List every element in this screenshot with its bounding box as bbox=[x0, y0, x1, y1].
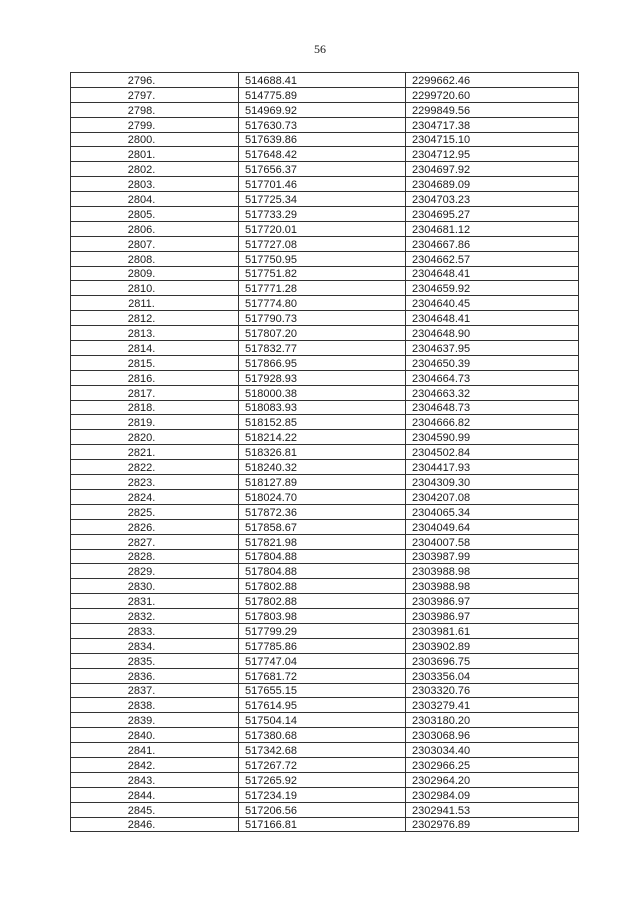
y-coordinate-cell: 2299662.46 bbox=[406, 73, 579, 88]
table-row bbox=[71, 430, 579, 445]
x-coordinate-cell: 517802.88 bbox=[239, 594, 406, 609]
x-coordinate-cell: 517725.34 bbox=[239, 192, 406, 207]
point-number-cell: 2838. bbox=[71, 698, 239, 713]
y-coordinate-cell: 2303986.97 bbox=[406, 609, 579, 624]
x-coordinate-cell: 517858.67 bbox=[239, 519, 406, 534]
x-coordinate-cell: 517681.72 bbox=[239, 668, 406, 683]
table-row bbox=[71, 579, 579, 594]
x-coordinate-cell: 517807.20 bbox=[239, 326, 406, 341]
point-number-cell: 2815. bbox=[71, 355, 239, 370]
y-coordinate-cell: 2303987.99 bbox=[406, 549, 579, 564]
point-number-cell: 2844. bbox=[71, 787, 239, 802]
point-number-cell: 2841. bbox=[71, 743, 239, 758]
table-row bbox=[71, 266, 579, 281]
point-number-cell: 2796. bbox=[71, 73, 239, 88]
y-coordinate-cell: 2303356.04 bbox=[406, 668, 579, 683]
x-coordinate-cell: 517804.88 bbox=[239, 549, 406, 564]
point-number-cell: 2836. bbox=[71, 668, 239, 683]
table-row bbox=[71, 251, 579, 266]
point-number-cell: 2803. bbox=[71, 177, 239, 192]
y-coordinate-cell: 2303034.40 bbox=[406, 743, 579, 758]
y-coordinate-cell: 2304664.73 bbox=[406, 370, 579, 385]
y-coordinate-cell: 2304640.45 bbox=[406, 296, 579, 311]
point-number-cell: 2827. bbox=[71, 534, 239, 549]
y-coordinate-cell: 2304715.10 bbox=[406, 132, 579, 147]
table-row bbox=[71, 698, 579, 713]
y-coordinate-cell: 2304207.08 bbox=[406, 489, 579, 504]
y-coordinate-cell: 2304703.23 bbox=[406, 192, 579, 207]
point-number-cell: 2837. bbox=[71, 683, 239, 698]
table-row bbox=[71, 445, 579, 460]
coordinates-table bbox=[70, 72, 579, 832]
y-coordinate-cell: 2303902.89 bbox=[406, 638, 579, 653]
y-coordinate-cell: 2303068.96 bbox=[406, 728, 579, 743]
table-row bbox=[71, 772, 579, 787]
point-number-cell: 2814. bbox=[71, 341, 239, 356]
point-number-cell: 2801. bbox=[71, 147, 239, 162]
table-row bbox=[71, 668, 579, 683]
table-row bbox=[71, 609, 579, 624]
table-row bbox=[71, 221, 579, 236]
page-number: 56 bbox=[314, 42, 326, 56]
x-coordinate-cell: 517774.80 bbox=[239, 296, 406, 311]
point-number-cell: 2833. bbox=[71, 623, 239, 638]
table-row bbox=[71, 415, 579, 430]
table-row bbox=[71, 102, 579, 117]
point-number-cell: 2840. bbox=[71, 728, 239, 743]
point-number-cell: 2846. bbox=[71, 817, 239, 832]
x-coordinate-cell: 517733.29 bbox=[239, 207, 406, 222]
point-number-cell: 2819. bbox=[71, 415, 239, 430]
y-coordinate-cell: 2304049.64 bbox=[406, 519, 579, 534]
x-coordinate-cell: 517750.95 bbox=[239, 251, 406, 266]
table-row bbox=[71, 817, 579, 832]
x-coordinate-cell: 517799.29 bbox=[239, 623, 406, 638]
x-coordinate-cell: 517785.86 bbox=[239, 638, 406, 653]
x-coordinate-cell: 517720.01 bbox=[239, 221, 406, 236]
table-row bbox=[71, 638, 579, 653]
y-coordinate-cell: 2303279.41 bbox=[406, 698, 579, 713]
point-number-cell: 2813. bbox=[71, 326, 239, 341]
point-number-cell: 2831. bbox=[71, 594, 239, 609]
table-row bbox=[71, 787, 579, 802]
x-coordinate-cell: 517267.72 bbox=[239, 757, 406, 772]
point-number-cell: 2809. bbox=[71, 266, 239, 281]
point-number-cell: 2817. bbox=[71, 385, 239, 400]
point-number-cell: 2835. bbox=[71, 653, 239, 668]
point-number-cell: 2845. bbox=[71, 802, 239, 817]
point-number-cell: 2821. bbox=[71, 445, 239, 460]
x-coordinate-cell: 517790.73 bbox=[239, 311, 406, 326]
point-number-cell: 2828. bbox=[71, 549, 239, 564]
x-coordinate-cell: 518152.85 bbox=[239, 415, 406, 430]
point-number-cell: 2806. bbox=[71, 221, 239, 236]
x-coordinate-cell: 517630.73 bbox=[239, 117, 406, 132]
table-row bbox=[71, 534, 579, 549]
y-coordinate-cell: 2304663.32 bbox=[406, 385, 579, 400]
point-number-cell: 2823. bbox=[71, 475, 239, 490]
y-coordinate-cell: 2304648.73 bbox=[406, 400, 579, 415]
point-number-cell: 2825. bbox=[71, 504, 239, 519]
x-coordinate-cell: 517504.14 bbox=[239, 713, 406, 728]
x-coordinate-cell: 517928.93 bbox=[239, 370, 406, 385]
point-number-cell: 2807. bbox=[71, 236, 239, 251]
x-coordinate-cell: 517656.37 bbox=[239, 162, 406, 177]
point-number-cell: 2832. bbox=[71, 609, 239, 624]
y-coordinate-cell: 2304590.99 bbox=[406, 430, 579, 445]
table-row bbox=[71, 504, 579, 519]
y-coordinate-cell: 2304681.12 bbox=[406, 221, 579, 236]
x-coordinate-cell: 517804.88 bbox=[239, 564, 406, 579]
y-coordinate-cell: 2299720.60 bbox=[406, 87, 579, 102]
point-number-cell: 2810. bbox=[71, 281, 239, 296]
table-row bbox=[71, 177, 579, 192]
x-coordinate-cell: 517648.42 bbox=[239, 147, 406, 162]
y-coordinate-cell: 2304689.09 bbox=[406, 177, 579, 192]
y-coordinate-cell: 2304662.57 bbox=[406, 251, 579, 266]
x-coordinate-cell: 518024.70 bbox=[239, 489, 406, 504]
y-coordinate-cell: 2303988.98 bbox=[406, 564, 579, 579]
table-row bbox=[71, 73, 579, 88]
x-coordinate-cell: 517701.46 bbox=[239, 177, 406, 192]
point-number-cell: 2802. bbox=[71, 162, 239, 177]
table-row bbox=[71, 162, 579, 177]
x-coordinate-cell: 517821.98 bbox=[239, 534, 406, 549]
x-coordinate-cell: 514688.41 bbox=[239, 73, 406, 88]
point-number-cell: 2804. bbox=[71, 192, 239, 207]
y-coordinate-cell: 2304667.86 bbox=[406, 236, 579, 251]
point-number-cell: 2824. bbox=[71, 489, 239, 504]
table-row bbox=[71, 594, 579, 609]
table-row bbox=[71, 757, 579, 772]
y-coordinate-cell: 2303988.98 bbox=[406, 579, 579, 594]
y-coordinate-cell: 2304650.39 bbox=[406, 355, 579, 370]
table-row bbox=[71, 370, 579, 385]
y-coordinate-cell: 2303320.76 bbox=[406, 683, 579, 698]
x-coordinate-cell: 517166.81 bbox=[239, 817, 406, 832]
point-number-cell: 2805. bbox=[71, 207, 239, 222]
table-row bbox=[71, 564, 579, 579]
y-coordinate-cell: 2304697.92 bbox=[406, 162, 579, 177]
table-row bbox=[71, 743, 579, 758]
x-coordinate-cell: 517872.36 bbox=[239, 504, 406, 519]
point-number-cell: 2842. bbox=[71, 757, 239, 772]
table-row bbox=[71, 549, 579, 564]
table-row bbox=[71, 385, 579, 400]
y-coordinate-cell: 2304417.93 bbox=[406, 460, 579, 475]
y-coordinate-cell: 2303180.20 bbox=[406, 713, 579, 728]
y-coordinate-cell: 2304648.90 bbox=[406, 326, 579, 341]
x-coordinate-cell: 517803.98 bbox=[239, 609, 406, 624]
y-coordinate-cell: 2299849.56 bbox=[406, 102, 579, 117]
table-row bbox=[71, 728, 579, 743]
y-coordinate-cell: 2304502.84 bbox=[406, 445, 579, 460]
y-coordinate-cell: 2304065.34 bbox=[406, 504, 579, 519]
x-coordinate-cell: 517747.04 bbox=[239, 653, 406, 668]
table-row bbox=[71, 519, 579, 534]
point-number-cell: 2818. bbox=[71, 400, 239, 415]
table-row bbox=[71, 117, 579, 132]
x-coordinate-cell: 517802.88 bbox=[239, 579, 406, 594]
x-coordinate-cell: 517265.92 bbox=[239, 772, 406, 787]
point-number-cell: 2822. bbox=[71, 460, 239, 475]
y-coordinate-cell: 2304695.27 bbox=[406, 207, 579, 222]
table-row bbox=[71, 713, 579, 728]
table-row bbox=[71, 475, 579, 490]
point-number-cell: 2816. bbox=[71, 370, 239, 385]
point-number-cell: 2834. bbox=[71, 638, 239, 653]
y-coordinate-cell: 2302976.89 bbox=[406, 817, 579, 832]
y-coordinate-cell: 2304007.58 bbox=[406, 534, 579, 549]
table-row bbox=[71, 802, 579, 817]
table-row bbox=[71, 460, 579, 475]
y-coordinate-cell: 2304666.82 bbox=[406, 415, 579, 430]
x-coordinate-cell: 517771.28 bbox=[239, 281, 406, 296]
y-coordinate-cell: 2304717.38 bbox=[406, 117, 579, 132]
table-row bbox=[71, 132, 579, 147]
x-coordinate-cell: 517866.95 bbox=[239, 355, 406, 370]
x-coordinate-cell: 518127.89 bbox=[239, 475, 406, 490]
y-coordinate-cell: 2302984.09 bbox=[406, 787, 579, 802]
point-number-cell: 2799. bbox=[71, 117, 239, 132]
point-number-cell: 2826. bbox=[71, 519, 239, 534]
y-coordinate-cell: 2304637.95 bbox=[406, 341, 579, 356]
point-number-cell: 2812. bbox=[71, 311, 239, 326]
x-coordinate-cell: 517206.56 bbox=[239, 802, 406, 817]
y-coordinate-cell: 2303981.61 bbox=[406, 623, 579, 638]
x-coordinate-cell: 514969.92 bbox=[239, 102, 406, 117]
point-number-cell: 2808. bbox=[71, 251, 239, 266]
y-coordinate-cell: 2302941.53 bbox=[406, 802, 579, 817]
point-number-cell: 2829. bbox=[71, 564, 239, 579]
point-number-cell: 2800. bbox=[71, 132, 239, 147]
x-coordinate-cell: 518240.32 bbox=[239, 460, 406, 475]
y-coordinate-cell: 2303986.97 bbox=[406, 594, 579, 609]
point-number-cell: 2843. bbox=[71, 772, 239, 787]
y-coordinate-cell: 2304309.30 bbox=[406, 475, 579, 490]
x-coordinate-cell: 517727.08 bbox=[239, 236, 406, 251]
point-number-cell: 2797. bbox=[71, 87, 239, 102]
point-number-cell: 2798. bbox=[71, 102, 239, 117]
x-coordinate-cell: 517380.68 bbox=[239, 728, 406, 743]
point-number-cell: 2811. bbox=[71, 296, 239, 311]
table-row bbox=[71, 207, 579, 222]
table-row bbox=[71, 147, 579, 162]
table-row bbox=[71, 281, 579, 296]
x-coordinate-cell: 517234.19 bbox=[239, 787, 406, 802]
table-row bbox=[71, 326, 579, 341]
x-coordinate-cell: 518000.38 bbox=[239, 385, 406, 400]
table-row bbox=[71, 87, 579, 102]
table-row bbox=[71, 623, 579, 638]
x-coordinate-cell: 517342.68 bbox=[239, 743, 406, 758]
point-number-cell: 2830. bbox=[71, 579, 239, 594]
table-row bbox=[71, 489, 579, 504]
x-coordinate-cell: 517832.77 bbox=[239, 341, 406, 356]
x-coordinate-cell: 518326.81 bbox=[239, 445, 406, 460]
y-coordinate-cell: 2304648.41 bbox=[406, 266, 579, 281]
point-number-cell: 2820. bbox=[71, 430, 239, 445]
point-number-cell: 2839. bbox=[71, 713, 239, 728]
coordinates-table-body bbox=[71, 73, 579, 832]
y-coordinate-cell: 2303696.75 bbox=[406, 653, 579, 668]
x-coordinate-cell: 517614.95 bbox=[239, 698, 406, 713]
table-row bbox=[71, 236, 579, 251]
y-coordinate-cell: 2304648.41 bbox=[406, 311, 579, 326]
x-coordinate-cell: 518083.93 bbox=[239, 400, 406, 415]
table-row bbox=[71, 192, 579, 207]
table-row bbox=[71, 400, 579, 415]
table-row bbox=[71, 355, 579, 370]
y-coordinate-cell: 2304659.92 bbox=[406, 281, 579, 296]
table-row bbox=[71, 653, 579, 668]
x-coordinate-cell: 517751.82 bbox=[239, 266, 406, 281]
x-coordinate-cell: 517639.86 bbox=[239, 132, 406, 147]
x-coordinate-cell: 514775.89 bbox=[239, 87, 406, 102]
table-row bbox=[71, 683, 579, 698]
y-coordinate-cell: 2302966.25 bbox=[406, 757, 579, 772]
table-row bbox=[71, 311, 579, 326]
y-coordinate-cell: 2304712.95 bbox=[406, 147, 579, 162]
x-coordinate-cell: 517655.15 bbox=[239, 683, 406, 698]
x-coordinate-cell: 518214.22 bbox=[239, 430, 406, 445]
table-row bbox=[71, 296, 579, 311]
table-row bbox=[71, 341, 579, 356]
y-coordinate-cell: 2302964.20 bbox=[406, 772, 579, 787]
